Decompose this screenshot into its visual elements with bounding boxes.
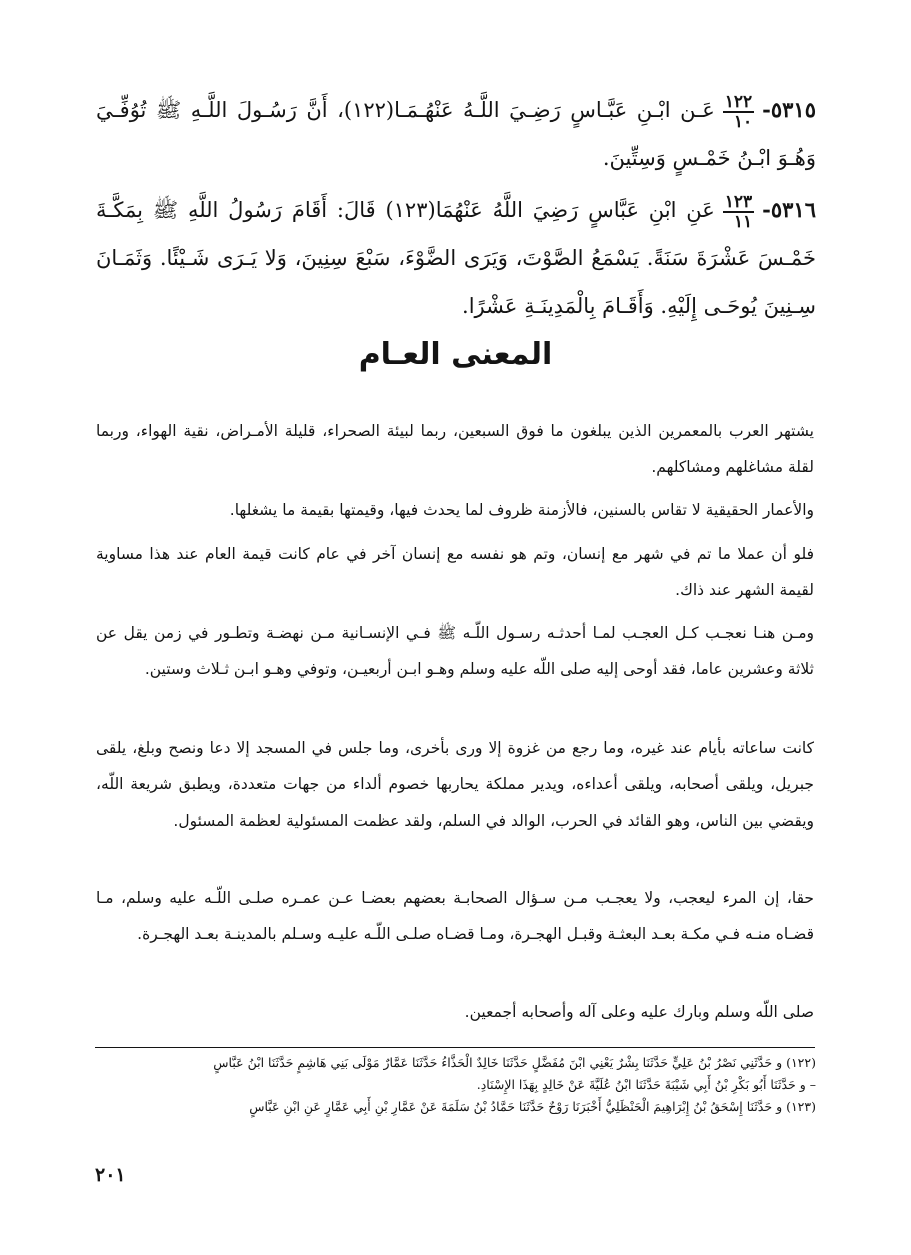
reference-top: ١٢٣	[724, 191, 753, 212]
paragraph: حقا، إن المرء ليعجب، ولا يعجـب مـن سـؤال الصحابـة بعضهم بعضـا عـن عمـره صلـى اللّـه عليه وسلم، مـا قضـاه منـه فـي مكـة بعـد البعثـة وقبـل الهجـرة، ومـا قضـاه صلـى اللّـه عليـه وسـلم بالمدينـة بعـد الهجـرة.	[96, 888, 814, 943]
paragraph: فلو أن عملا ما تم في شهر مع إنسان، وتم هو نفسه مع إنسان آخر في عام كانت قيمة العام عند هذا مساوية لقيمة الشهر عند ذاك.	[96, 544, 814, 599]
hadith-5316	[96, 186, 816, 330]
paragraph: ومـن هنـا نعجـب كـل العجـب لمـا أحدثـه رسـول اللّـه ﷺ فـي الإنسـانية مـن نهضـة وتطـور في زمن يقل عن ثلاثة وعشرين عاما، فقد أوحى إليه صلى اللّه عليه وسلم وهـو ابـن أربعيـن، وتوفي وهـو ابـن ثـلاث وستين.	[96, 623, 814, 678]
hadith-number: ٥٣١٥-	[762, 97, 816, 122]
hadith-number: ٥٣١٦-	[762, 197, 816, 222]
page-number: ٢٠١	[95, 1164, 126, 1186]
footnote-122: (١٢٢) و حَدَّثَنِي نَصْرُ بْنُ عَلِيٍّ حَدَّثَنَا بِشْرٌ يَعْنِي ابْنَ مُفَضَّلٍ حَدَّثَنَا خَالِدٌ الْحَذَّاءُ حَدَّثَنَا عَمَّارٌ مَوْلَى بَنِي هَاشِمٍ حَدَّثَنَا ابْنُ عَبَّاسٍ	[213, 1055, 816, 1070]
section-title: المعنى العـام	[358, 337, 553, 372]
footnotes	[96, 1052, 816, 1118]
paragraph: كانت ساعاته بأيام عند غيره، وما رجع من غزوة إلا ورى بأخرى، وما جلس في المسجد إلا دعا ونصح وبلغ، يلقى جبريل، ويلقى أصحابه، ويلقى أعداءه، ويدير مملكة يحاربها خصوم ألداء من جهات متعددة، ويطبق شريعة اللّه، ويقضي بين الناس، وهو القائد في الحرب، الوالد في السلم، ولقد عظمت المسئولية لعظمة المسئول.	[96, 738, 814, 830]
hadith-text: عَـن ابْـنِ عَبَّـاسٍ رَضِـيَ اللَّـهُ عَنْهُـمَـا(١٢٢)، أَنَّ رَسُـولَ اللَّـهِ ﷺ تُوُفِّـيَ وَهُـوَ ابْـنُ خَمْـسٍ وَسِتِّينَ.	[96, 98, 816, 170]
reference-bottom: ١٠	[733, 111, 753, 132]
hadith-text: عَنِ ابْنِ عَبَّاسٍ رَضِيَ اللَّهُ عَنْهُمَا(١٢٣) قَالَ: أَقَامَ رَسُولُ اللَّهِ ﷺ بِمَكَّـةَ خَمْـسَ عَشْرَةَ سَنَةً. يَسْمَعُ الصَّوْتَ، وَيَرَى الضَّوْءَ، سَبْعَ سِنِينَ، وَلا يَـرَى شَـيْئًا. وَثَمَـانَ سِـنِينَ يُوحَـى إِلَيْهِ. وَأَقَـامَ بِالْمَدِينَـةِ عَشْرًا.	[96, 198, 816, 318]
footnote-122-continuation: – و حَدَّثَنَا أَبُو بَكْرِ بْنُ أَبِي شَيْبَةَ حَدَّثَنَا ابْنُ عُلَيَّةَ عَنْ خَالِدٍ بِهَذَا الإِسْنَادِ.	[476, 1077, 816, 1092]
footnote-123: (١٢٣) و حَدَّثَنَا إِسْحَقُ بْنُ إِبْرَاهِيمَ الْحَنْظَلِيُّ أَخْبَرَنَا رَوْحٌ حَدَّثَنَا حَمَّادُ بْنُ سَلَمَةَ عَنْ عَمَّارِ بْنِ أَبِي عَمَّارٍ عَنِ ابْنِ عَبَّاسٍ	[249, 1099, 816, 1114]
reference-bottom: ١١	[733, 211, 753, 232]
paragraph: والأعمار الحقيقية لا تقاس بالسنين، فالأزمنة ظروف لما يحدث فيها، وقيمتها بقيمة ما يشغلها.	[229, 500, 814, 519]
hadith-reference	[723, 193, 754, 231]
reference-top: ١٢٢	[724, 91, 753, 112]
paragraph: صلى اللّه وسلم وبارك عليه وعلى آله وأصحابه أجمعين.	[464, 1002, 814, 1021]
paragraph: يشتهر العرب بالمعمرين الذين يبلغون ما فوق السبعين، ربما لبيئة الصحراء، قليلة الأمـراض، نقية الهواء، وربما لقلة مشاغلهم ومشاكلهم.	[96, 421, 814, 476]
hadith-5315	[96, 86, 816, 182]
footnote-divider	[95, 1047, 815, 1048]
hadith-reference	[723, 93, 754, 131]
